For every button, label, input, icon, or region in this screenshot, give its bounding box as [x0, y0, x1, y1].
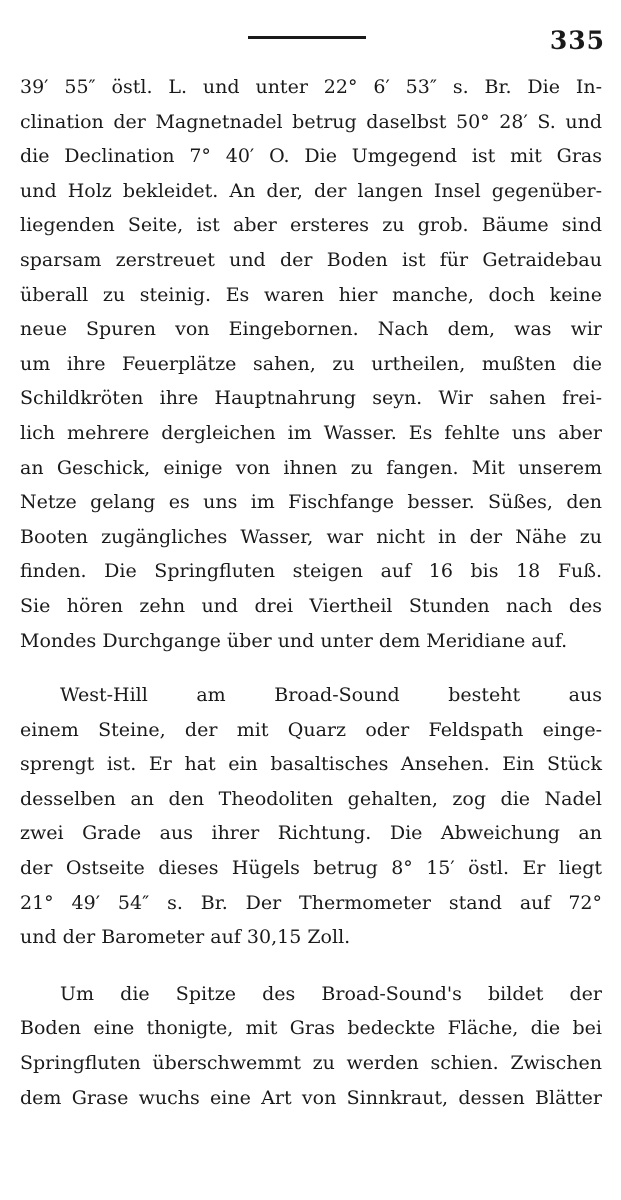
text-line: Netze gelang es uns im Fischfange besser. Süßes, den: [20, 491, 602, 514]
text-line: desselben an den Theodoliten gehalten, zog die Nadel: [20, 787, 602, 810]
paragraph-3: [20, 977, 602, 1115]
header-rule: [248, 36, 366, 39]
text-line: an Geschick, einige von ihnen zu fangen. Mit unserem: [20, 456, 602, 479]
text-line: lich mehrere dergleichen im Wasser. Es fehlte uns aber: [20, 421, 602, 444]
text-line: finden. Die Springfluten steigen auf 16 bis 18 Fuß.: [20, 560, 602, 583]
text-line: sparsam zerstreuet und der Boden ist für Getraidebau: [20, 248, 602, 271]
text-line: neue Spuren von Eingebornen. Nach dem, was wir: [20, 318, 602, 341]
page-number: 335: [549, 26, 605, 55]
paragraph-1: [20, 70, 602, 658]
text-line: überall zu steinig. Es waren hier manche, doch keine: [20, 283, 602, 306]
text-line: Sie hören zehn und drei Viertheil Stunden nach des: [20, 594, 602, 617]
text-line: der Ostseite dieses Hügels betrug 8° 15′ östl. Er liegt: [20, 857, 602, 880]
text-line: Springfluten überschwemmt zu werden schien. Zwischen: [20, 1052, 602, 1075]
page-header: [0, 24, 621, 64]
text-line: Boden eine thonigte, mit Gras bedeckte Fläche, die bei: [20, 1017, 602, 1040]
text-line: Um die Spitze des Broad-Sound's bildet der: [60, 982, 602, 1005]
body-text: [20, 70, 602, 1115]
text-line: liegenden Seite, ist aber ersteres zu grob. Bäume sind: [20, 214, 602, 237]
text-line: einem Steine, der mit Quarz oder Feldspath einge-: [20, 718, 602, 741]
text-line: 21° 49′ 54″ s. Br. Der Thermometer stand auf 72°: [20, 891, 602, 914]
text-line: West-Hill am Broad-Sound besteht aus: [60, 684, 602, 707]
text-line: dem Grase wuchs eine Art von Sinnkraut, dessen Blätter: [20, 1086, 602, 1109]
text-line: sprengt ist. Er hat ein basaltisches Ansehen. Ein Stück: [20, 753, 602, 776]
text-line: um ihre Feuerplätze sahen, zu urtheilen, mußten die: [20, 352, 602, 375]
text-line: die Declination 7° 40′ O. Die Umgegend ist mit Gras: [20, 145, 602, 168]
text-line: und Holz bekleidet. An der, der langen Insel gegenüber-: [20, 179, 602, 202]
text-line: und der Barometer auf 30,15 Zoll.: [20, 926, 351, 949]
text-line: Mondes Durchgange über und unter dem Meridiane auf.: [20, 629, 568, 652]
text-line: Booten zugängliches Wasser, war nicht in der Nähe zu: [20, 525, 602, 548]
text-line: clination der Magnetnadel betrug daselbst 50° 28′ S. und: [20, 110, 602, 133]
text-line: Schildkröten ihre Hauptnahrung seyn. Wir sahen frei-: [20, 387, 602, 410]
paragraph-2: [20, 678, 602, 955]
text-line: 39′ 55″ östl. L. und unter 22° 6′ 53″ s. Br. Die In-: [20, 76, 602, 98]
text-line: zwei Grade aus ihrer Richtung. Die Abweichung an: [20, 822, 602, 845]
